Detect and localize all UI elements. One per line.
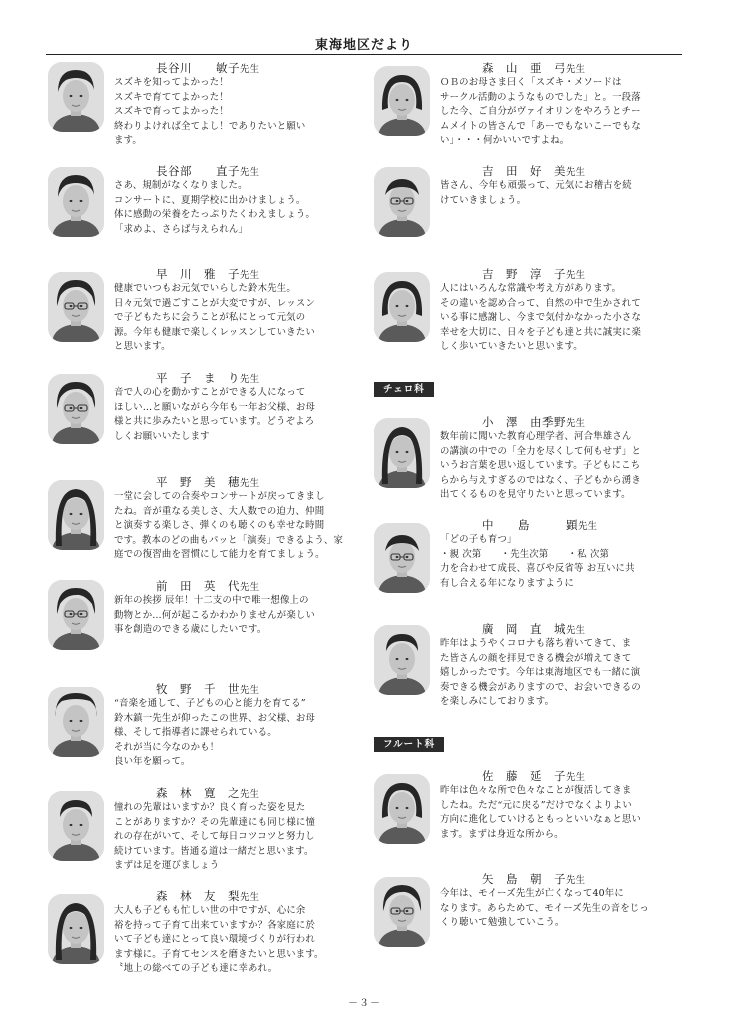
message-line: したね。ただ“元に戻る”だけでなくよりよい	[440, 799, 632, 811]
teacher-name	[156, 163, 259, 177]
teacher-message	[114, 697, 364, 770]
message-line: 憧れの先輩はいますか？良く育った姿を見た	[114, 802, 306, 813]
message-line: ます様に。子育てセンスを磨きたいと思います。	[114, 948, 324, 960]
teacher-name-text: 長谷部 直子	[156, 164, 240, 178]
message-line: 今年は、モイーズ先生が亡くなって40年に	[440, 888, 624, 899]
message-line: それが当に今なのかも！	[114, 741, 220, 753]
message-line: 「求めよ、さらば与えられん」	[114, 223, 249, 235]
teacher-title-suffix: 先生	[240, 789, 260, 800]
teacher-message	[114, 801, 364, 874]
teacher-title-suffix: 先生	[566, 875, 586, 886]
teacher-title-suffix: 先生	[240, 374, 260, 385]
teacher-photo	[48, 480, 104, 550]
message-line: 一堂に会しての合奏やコンサートが戻ってきまし	[114, 491, 325, 502]
teacher-name-text: 森 林 寛 之	[156, 786, 240, 800]
message-line: 様と共に歩みたいと思っています。どうぞよろ	[114, 416, 315, 428]
message-line: いうお言葉を思い返しています。子どもにこち	[440, 460, 641, 472]
teacher-photo	[48, 687, 104, 757]
message-line: 新年の挨拶 辰年！十二支の中で唯一想像上の	[114, 595, 309, 606]
teacher-title-suffix: 先生	[240, 478, 260, 489]
message-line: と演奏する楽しさ、弾くのも聴くのも幸せな時間	[114, 520, 325, 532]
teacher-name-text: 平 野 美 穂	[156, 475, 240, 489]
message-line: れの存在がいて、そして毎日コツコツと努力し	[114, 831, 315, 843]
teacher-title-suffix: 先生	[566, 270, 586, 281]
teacher-name-text: 廣 岡 直 城	[482, 622, 566, 636]
message-line: 数年前に聞いた教育心理学者、河合隼雄さん	[440, 431, 632, 442]
teacher-photo	[48, 894, 104, 964]
message-line: ・親 次第 ・先生次第 ・私 次第	[440, 548, 610, 560]
message-line: 事を創造のできる歳にしたいです。	[114, 624, 267, 636]
message-line: 嬉しかったです。今年は東海地区でも一緒に演	[440, 667, 641, 679]
message-line: 続けています。皆通る道は一緒だと思います。	[114, 845, 314, 857]
teacher-name-text: 矢 島 朝 子	[482, 872, 566, 886]
message-line: さあ、規制がなくなりました。	[114, 180, 248, 191]
message-line: い」・・・何かいいですよね。	[440, 135, 570, 147]
teacher-message	[440, 887, 686, 931]
teacher-name	[156, 785, 259, 799]
teacher-name	[156, 370, 259, 384]
teacher-title-suffix: 先生	[240, 270, 260, 281]
teacher-name	[156, 60, 259, 74]
message-line: 有し合える年になりますように	[440, 577, 575, 589]
teacher-name-text: 前 田 英 代	[156, 579, 240, 593]
teacher-name-text: 森 林 友 梨	[156, 889, 240, 903]
teacher-message	[114, 594, 364, 638]
message-line: その違いを認め合って、自然の中で生かされて	[440, 297, 641, 309]
teacher-photo	[48, 62, 104, 132]
teacher-message	[440, 282, 686, 355]
message-line: くり聴いて勉強していこう。	[440, 917, 565, 929]
message-line: ことがありますか？その先輩達にも同じ様に憧	[114, 816, 316, 828]
message-line: 大人も子どもも忙しい世の中ですが、心に余	[114, 905, 306, 916]
teacher-title-suffix: 先生	[566, 625, 586, 636]
teacher-name	[482, 266, 585, 280]
message-line: スズキで育ててよかった！	[114, 91, 229, 103]
teacher-message	[114, 282, 364, 355]
message-line: スズキを知ってよかった！	[114, 77, 229, 88]
message-line: 体に感動の栄養をたっぷりたくわえましょう。	[114, 209, 316, 221]
teacher-photo	[48, 167, 104, 237]
teacher-title-suffix: 先生	[566, 772, 586, 783]
teacher-name	[482, 517, 597, 531]
message-line: たね。音が重なる美しさ、大人数での迫力、仲間	[114, 505, 325, 517]
message-line: を楽しみにしております。	[440, 696, 555, 708]
message-line: 皆さん、今年も頑張って、元気にお稽古を続	[440, 180, 632, 191]
teacher-name	[482, 871, 585, 885]
teacher-title-suffix: 先生	[566, 167, 586, 178]
message-line: 〝地上の総べての子ども達に幸あれ。	[114, 963, 278, 975]
teacher-message	[114, 179, 364, 237]
message-line: 動物とか…何が起こるかわかりませんが楽しい	[114, 609, 316, 621]
page-title: 東海地区だより	[314, 38, 413, 53]
teacher-name	[156, 266, 259, 280]
message-line: 出てくるものを見守りたいと思っています。	[440, 489, 631, 501]
teacher-message	[114, 76, 364, 149]
message-line: けていきましょう。	[440, 194, 527, 206]
message-line: した今、ご自分がヴァイオリンをやろうとチー	[440, 106, 641, 118]
teacher-message	[114, 386, 364, 444]
teacher-message	[440, 179, 686, 208]
teacher-message	[114, 904, 364, 977]
teacher-title-suffix: 先生	[240, 892, 260, 903]
teacher-name	[482, 621, 585, 635]
teacher-name	[156, 474, 259, 488]
teacher-photo	[374, 66, 430, 136]
message-line: 昨年はようやくコロナも落ち着いてきて、ま	[440, 638, 632, 649]
message-line: の講演の中での「全力を尽くして何もせず」と	[440, 445, 642, 457]
message-line: “音楽を通して、子どもの心と能力を育てる”	[114, 698, 306, 709]
message-line: ムメイトの皆さんで「あーでもないこーでもな	[440, 120, 641, 132]
message-line: 昨年は色々な所で色々なことが復活してきま	[440, 785, 632, 796]
teacher-name-text: 森 山 亜 弓	[482, 61, 566, 75]
teacher-photo	[374, 877, 430, 947]
teacher-name	[482, 60, 585, 74]
teacher-photo	[374, 418, 430, 488]
message-line: た皆さんの顔を拝見できる機会が増えてきて	[440, 652, 632, 664]
teacher-name-text: 平 子 ま り	[156, 371, 240, 385]
message-line: なります。あらためて、モイーズ先生の音をじっ	[440, 902, 649, 914]
message-line: ます。まずは身近な所から。	[440, 828, 564, 840]
message-line: 庭での復習曲を習慣にして能力を育てましょう。	[114, 549, 325, 561]
message-line: 「どの子も育つ」	[440, 534, 517, 545]
message-line: 良い年を願って。	[114, 756, 191, 768]
teacher-title-suffix: 先生	[566, 64, 586, 75]
teacher-photo	[374, 523, 430, 593]
teacher-name-text: 中 島 顕	[482, 518, 578, 532]
message-line: 幸せを大切に、日々を子ども達と共に誠実に楽	[440, 326, 642, 338]
message-line: スズキで育ってよかった！	[114, 106, 229, 118]
teacher-message	[440, 784, 686, 842]
teacher-name-text: 早 川 雅 子	[156, 267, 240, 281]
teacher-name-text: 佐 藤 延 子	[482, 769, 566, 783]
message-line: 源。今年も健康で楽しくレッスンしていきたい	[114, 326, 315, 338]
page-header	[46, 32, 682, 55]
teacher-name-text: 長谷川 敏子	[156, 61, 240, 75]
teacher-name	[482, 768, 585, 782]
section-label-flute: フルート科	[374, 737, 444, 752]
message-line: と思います。	[114, 341, 171, 353]
message-line: サークル活動のようなものでした」と。一段落	[440, 91, 641, 103]
teacher-photo	[374, 167, 430, 237]
message-line: 人にはいろんな常識や考え方があります。	[440, 283, 622, 294]
message-line: ＯＢのお母さま曰く「スズキ・メソードは	[440, 77, 622, 88]
teacher-message	[440, 430, 686, 503]
teacher-name	[156, 681, 259, 695]
message-line: いる事に感謝し、今まで気付かなかった小さな	[440, 312, 642, 324]
message-line: です。教本のどの曲もパッと「演奏」できるよう、家	[114, 534, 344, 546]
message-line: 健康でいつもお元気でいらした鈴木先生。	[114, 283, 296, 294]
teacher-photo	[48, 791, 104, 861]
teacher-title-suffix: 先生	[240, 685, 260, 696]
message-line: いて子ども達にとって良い環境づくりが行われ	[114, 934, 315, 946]
teacher-title-suffix: 先生	[578, 521, 598, 532]
message-line: 方向に進化していけるともっといいなぁと思い	[440, 814, 642, 826]
message-line: まずは足を運びましょう	[114, 860, 220, 872]
message-line: しくお願いいたします	[114, 430, 210, 442]
teacher-name	[156, 578, 259, 592]
teacher-title-suffix: 先生	[566, 418, 586, 429]
teacher-message	[440, 533, 686, 591]
teacher-name-text: 吉 野 淳 子	[482, 267, 566, 281]
message-line: で子どもたちに会うことが私にとって元気の	[114, 312, 306, 324]
message-line: 鈴木鎮一先生が仰ったこの世界、お父様、お母	[114, 712, 316, 724]
message-line: ます。	[114, 135, 142, 147]
teacher-name-text: 小 澤 由季野	[482, 415, 566, 429]
teacher-message	[440, 637, 686, 710]
teacher-message	[440, 76, 686, 149]
teacher-name-text: 吉 田 好 美	[482, 164, 566, 178]
teacher-name	[482, 163, 585, 177]
teacher-photo	[48, 272, 104, 342]
message-line: 力を合わせて成長、喜びや反省等 お互いに共	[440, 563, 635, 575]
teacher-photo	[374, 272, 430, 342]
message-line: 日々元気で過ごすことが大変ですが、レッスン	[114, 297, 315, 309]
teacher-name	[156, 888, 259, 902]
section-label-cello: チェロ科	[374, 382, 434, 397]
teacher-name	[482, 414, 585, 428]
message-line: 裕を持って子育て出来ていますか？各家庭に於	[114, 919, 316, 931]
teacher-title-suffix: 先生	[240, 582, 260, 593]
message-line: 様、そして指導者に課せられている。	[114, 727, 277, 739]
teacher-photo	[374, 774, 430, 844]
message-line: 奏できる機会がありますので、お会いできるの	[440, 681, 641, 693]
teacher-photo	[374, 625, 430, 695]
teacher-title-suffix: 先生	[240, 167, 260, 178]
message-line: 音で人の心を動かすことができる人になって	[114, 387, 306, 398]
teacher-photo	[48, 374, 104, 444]
message-line: しく歩いていきたいと思います。	[440, 341, 583, 353]
teacher-title-suffix: 先生	[240, 64, 260, 75]
teacher-name-text: 牧 野 千 世	[156, 682, 240, 696]
teacher-photo	[48, 580, 104, 650]
message-line: 終わりよければ全てよし！でありたいと願い	[114, 120, 306, 132]
teacher-message	[114, 490, 364, 563]
message-line: らから与えすぎるのではなく、子どもから湧き	[440, 474, 641, 486]
page-number: －３－	[348, 998, 381, 1009]
message-line: コンサートに、夏期学校に出かけましょう。	[114, 194, 306, 206]
message-line: ほしい…と願いながら今年も一年お父様、お母	[114, 401, 316, 413]
